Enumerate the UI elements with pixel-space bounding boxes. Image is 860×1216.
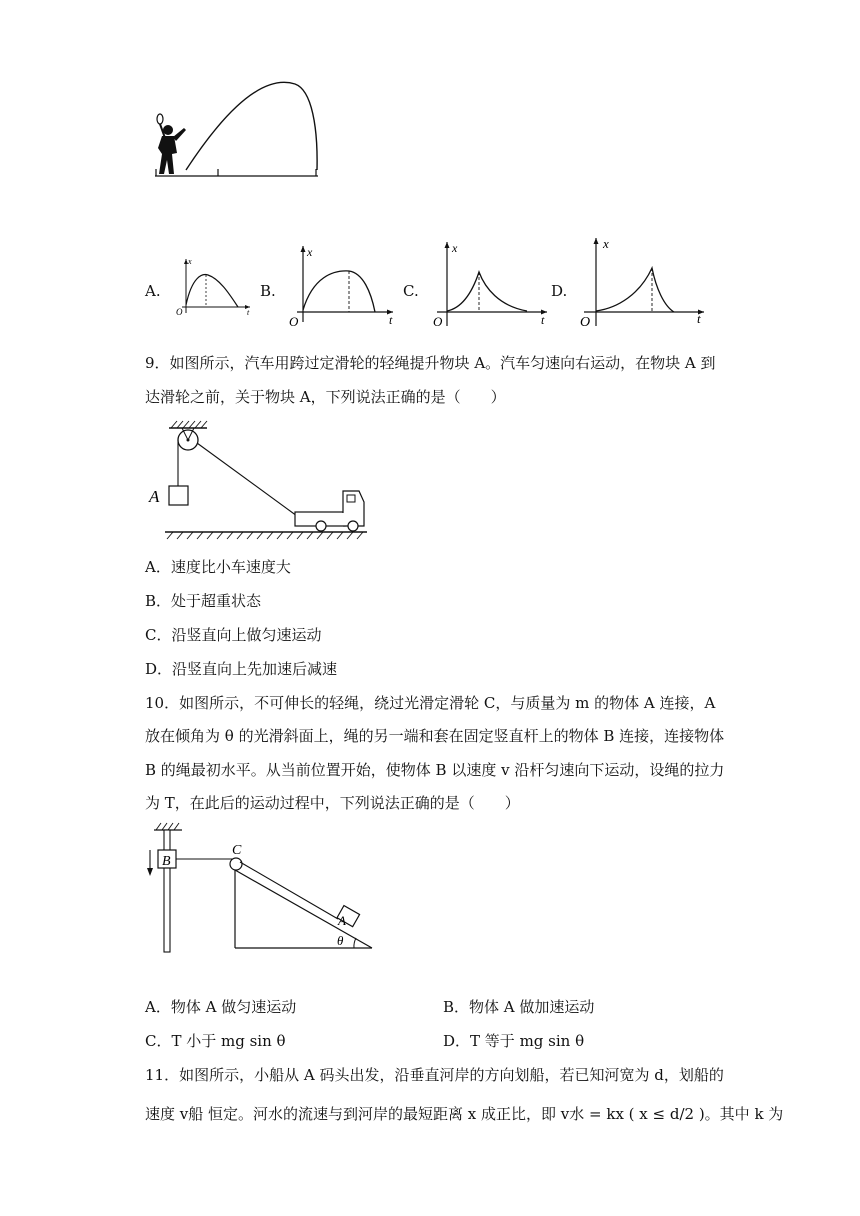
q10-pulley-c-label: C (232, 843, 242, 858)
option-a-x-label: x (188, 257, 192, 266)
option-a-origin: O (176, 307, 183, 317)
option-b-label: B. (260, 282, 276, 300)
q10-stem-line-4: 为 T，在此后的运动过程中，下列说法正确的是（ ） (145, 794, 520, 812)
q9-option-c[interactable]: C．沿竖直向上做匀速运动 (145, 626, 322, 644)
option-c-t-label: t (541, 313, 545, 327)
q10-stem-line-2: 放在倾角为 θ 的光滑斜面上，绳的另一端和套在固定竖直杆上的物体 B 连接，连接物体 (145, 727, 725, 745)
option-d-label: D. (551, 282, 568, 300)
q11-stem-line-2: 速度 v船 恒定。河水的流速与到河岸的最短距离 x 成正比，即 v水 = kx ( x ≤ d/2 )。其中 k 为 (145, 1105, 784, 1123)
q9-block-a-label: A (149, 487, 160, 506)
option-b-t-label: t (389, 313, 393, 327)
option-b-origin: O (289, 314, 299, 329)
option-d-graph (578, 232, 708, 332)
option-c-label: C. (403, 282, 419, 300)
q10-incline-figure (142, 820, 377, 955)
q10-stem-line-3: B 的绳最初水平。从当前位置开始，使物体 B 以速度 v 沿杆匀速向下运动，设绳的拉力 (145, 761, 725, 779)
option-a-label: A. (145, 282, 161, 300)
option-a-t-label: t (247, 308, 250, 317)
option-a-graph (170, 255, 255, 317)
q9-option-b[interactable]: B．处于超重状态 (145, 592, 262, 610)
q10-block-b-label: B (162, 854, 171, 869)
q11-stem-line-1: 11．如图所示，小船从 A 码头出发，沿垂直河岸的方向划船，若已知河宽为 d，划船的 (145, 1066, 724, 1084)
option-d-x-label: x (603, 236, 609, 251)
option-c-graph (427, 238, 552, 333)
q10-option-d[interactable]: D．T 等于 mg sin θ (443, 1032, 585, 1050)
option-b-graph (283, 242, 398, 332)
player-silhouette (157, 114, 186, 174)
q9-pulley-truck-figure (145, 418, 370, 543)
q10-option-b[interactable]: B．物体 A 做加速运动 (443, 998, 595, 1016)
option-b-x-label: x (307, 245, 313, 259)
q10-theta-label: θ (337, 933, 344, 948)
q10-stem-line-1: 10．如图所示，不可伸长的轻绳，绕过光滑定滑轮 C，与质量为 m 的物体 A 连接，A (145, 694, 716, 712)
q10-block-a-label: A (338, 913, 346, 928)
q10-option-a[interactable]: A．物体 A 做匀速运动 (145, 998, 297, 1016)
q9-stem-line-2: 达滑轮之前，关于物块 A，下列说法正确的是（ ） (145, 388, 506, 406)
option-c-origin: O (433, 314, 443, 329)
option-c-x-label: x (452, 241, 458, 255)
option-d-t-label: t (697, 311, 701, 326)
trajectory-figure (150, 78, 330, 182)
option-d-origin: O (580, 315, 591, 330)
q10-option-c[interactable]: C．T 小于 mg sin θ (145, 1032, 286, 1050)
q9-option-a[interactable]: A．速度比小车速度大 (145, 558, 291, 576)
q9-option-d[interactable]: D．沿竖直向上先加速后减速 (145, 660, 338, 678)
q9-stem-line-1: 9．如图所示，汽车用跨过定滑轮的轻绳提升物块 A。汽车匀速向右运动，在物块 A 到 (145, 354, 716, 372)
